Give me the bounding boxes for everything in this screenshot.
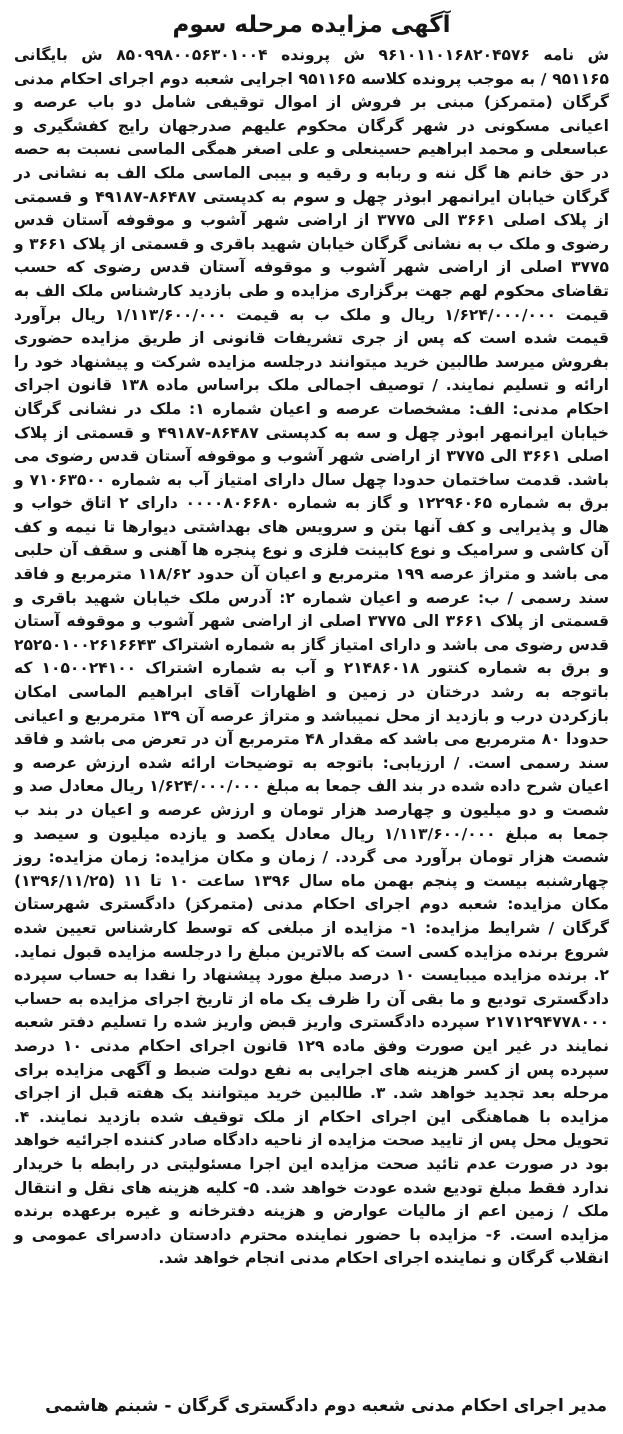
notice-title: آگهی مزایده مرحله سوم xyxy=(172,12,451,38)
notice-body: ش نامه ۹۶۱۰۱۱۰۱۶۸۲۰۴۵۷۶ ش پرونده ۸۵۰۹۹۸۰۰۵۶۳۰۱۰۰۴ ش بایگانی ۹۵۱۱۶۵ / به موجب پرونده کلاسه ۹۵۱۱۶۵ اجرایی شعبه دوم اجرای احکام مدنی گرگان (متمرکز) مبنی بر فروش از اموال توقیفی شامل دو باب عرصه و اعیانی مسکونی در شهر گرگان محکوم علیهم صدرجهان رایج کفشگیری و عباسعلی و محمد ابراهیم حسینعلی و علی اصغر همگی الماسی نسبت به حصه در حق خانم ها گل ننه و ربابه و رقیه و بیبی الماسی ملک الف به نشانی در گرگان خیابان ایرانمهر ابوذر چهل و سوم به کدپستی ۸۶۴۸۷-۴۹۱۸۷ و قسمتی از پلاک اصلی ۳۶۶۱ الی ۳۷۷۵ از اراضی شهر آشوب و موقوفه آستان قدس رضوی و ملک ب به نشانی گرگان خیابان شهید باقری و قسمتی از پلاک ۳۶۶۱ و ۳۷۷۵ اصلی از اراضی شهر آشوب و موقوفه آستان قدس رضوی که حسب تقاضای محکوم لهم جهت برگزاری مزایده و طی بازدید کارشناس ملک الف به قیمت ۱/۶۲۴/۰۰۰/۰۰۰ ریال و ملک ب به قیمت ۱/۱۱۳/۶۰۰/۰۰۰ ریال برآورد قیمت شده است که پس از جری تشریفات قانونی از طریق مزایده حضوری بفروش میرسد طالبین خرید میتوانند درجلسه مزایده شرکت و پیشنهاد خود را ارائه و تسلیم نمایند. / توصیف اجمالی ملک براساس ماده ۱۳۸ قانون اجرای احکام مدنی: الف: مشخصات عرصه و اعیان شماره ۱: ملک در نشانی گرگان خیابان ایرانمهر ابوذر چهل و سه به کدپستی ۸۶۴۸۷-۴۹۱۸۷ و قسمتی از پلاک اصلی ۳۶۶۱ الی ۳۷۷۵ از اراضی شهر آشوب و موقوفه آستان قدس رضوی می باشد. قدمت ساختمان حدودا چهل سال دارای امتیاز آب به شماره ۷۱۰۶۳۵۰۰ و برق به شماره ۱۲۲۹۶۰۶۵ و گاز به شماره ۰۰۰۰۸۰۶۶۸۰ دارای ۲ اتاق خواب و هال و پذیرایی و کف آنها بتن و سرویس های بهداشتی دیوارها تا نیمه و کف آن کاشی و سرامیک و نوع کابینت فلزی و نوع پنجره ها آهنی و سقف آن حلبی می باشد و متراژ عرصه ۱۹۹ مترمربع و اعیان آن حدود ۱۱۸/۶۲ مترمربع و فاقد سند رسمی / ب: عرصه و اعیان شماره ۲: آدرس ملک خیابان شهید باقری و قسمتی از پلاک ۳۶۶۱ الی ۳۷۷۵ اصلی از اراضی شهر آشوب و موقوفه آستان قدس رضوی می باشد و دارای امتیاز گاز به شماره اشتراک ۲۵۲۵۰۱۰۰۲۶۱۶۶۴۳ و برق به شماره کنتور ۲۱۴۸۶۰۱۸ و آب به شماره اشتراک ۱۰۵۰۰۲۴۱۰۰ که باتوجه به رشد درختان در زمین و اظهارات آقای ابراهیم الماسی امکان بازکردن درب و بازدید از محل نمیباشد و متراژ عرصه آن ۱۳۹ مترمربع و اعیانی حدودا ۸۰ مترمربع می باشد که مقدار ۴۸ مترمربع آن در تعرض می باشد و فاقد سند رسمی است. / ارزیابی: باتوجه به توضیحات ارائه شده ارزش عرصه و اعیان شرح داده شده در بند الف جمعا به مبلغ ۱/۶۲۴/۰۰۰/۰۰۰ ریال معادل صد و شصت و دو میلیون و چهارصد هزار تومان و ارزش عرصه و اعیان در بند ب جمعا به مبلغ ۱/۱۱۳/۶۰۰/۰۰۰ ریال معادل یکصد و یازده میلیون و سیصد و شصت هزار تومان برآورد می گردد. / زمان و مکان مزایده: زمان مزایده: روز چهارشنبه بیست و پنجم بهمن ماه سال ۱۳۹۶ ساعت ۱۰ تا ۱۱ (۱۳۹۶/۱۱/۲۵) مکان مزایده: شعبه دوم اجرای احکام مدنی (متمرکز) دادگستری شهرستان گرگان / شرایط مزایده: ۱- مزایده از مبلغی که توسط کارشناس تعیین شده شروع برنده مزایده کسی است که بالاترین مبلغ را درجلسه مزایده قبول نماید. ۲. برنده مزایده میبایست ۱۰ درصد مبلغ مورد پیشنهاد را نقدا به حساب سپرده دادگستری تودیع و ما بقی آن را ظرف یک ماه از تاریخ اجرای مزایده به حساب ۲۱۷۱۲۹۴۷۷۸۰۰۰ سپرده دادگستری واریز قبض واریز شده را تسلیم دفتر شعبه نمایند در غیر این صورت وفق ماده ۱۲۹ قانون اجرای احکام مدنی ۱۰ درصد سپرده پس از کسر هزینه های اجرایی به نفع دولت ضبط و آگهی مزایده برای مرحله بعد تجدید خواهد شد. ۳. طالبین خرید میتوانند یک هفته قبل از اجرای مزایده با هماهنگی این اجرای احکام از ملک توقیف شده بازدید نمایند. ۴. تحویل محل پس از تایید صحت مزایده از ناحیه دادگاه صادر کننده اجرائیه خواهد بود در صورت عدم تائید صحت مزایده این اجرا مسئولیتی در رابطه با خریدار ندارد فقط مبلغ تودیع شده عودت خواهد شد. ۵- کلیه هزینه های نقل و انتقال ملک / زمین اعم از مالیات عوارض و هزینه دفترخانه و غیره برعهده برنده مزایده است. ۶- مزایده با حضور نماینده محترم دادستان دادسرای عمومی و انقلاب گرگان و نماینده اجرای احکام مدنی انجام خواهد شد. xyxy=(14,46,610,1268)
notice-signature: مدیر اجرای احکام مدنی شعبه دوم دادگستری گرگان - شبنم هاشمی xyxy=(45,1396,607,1416)
